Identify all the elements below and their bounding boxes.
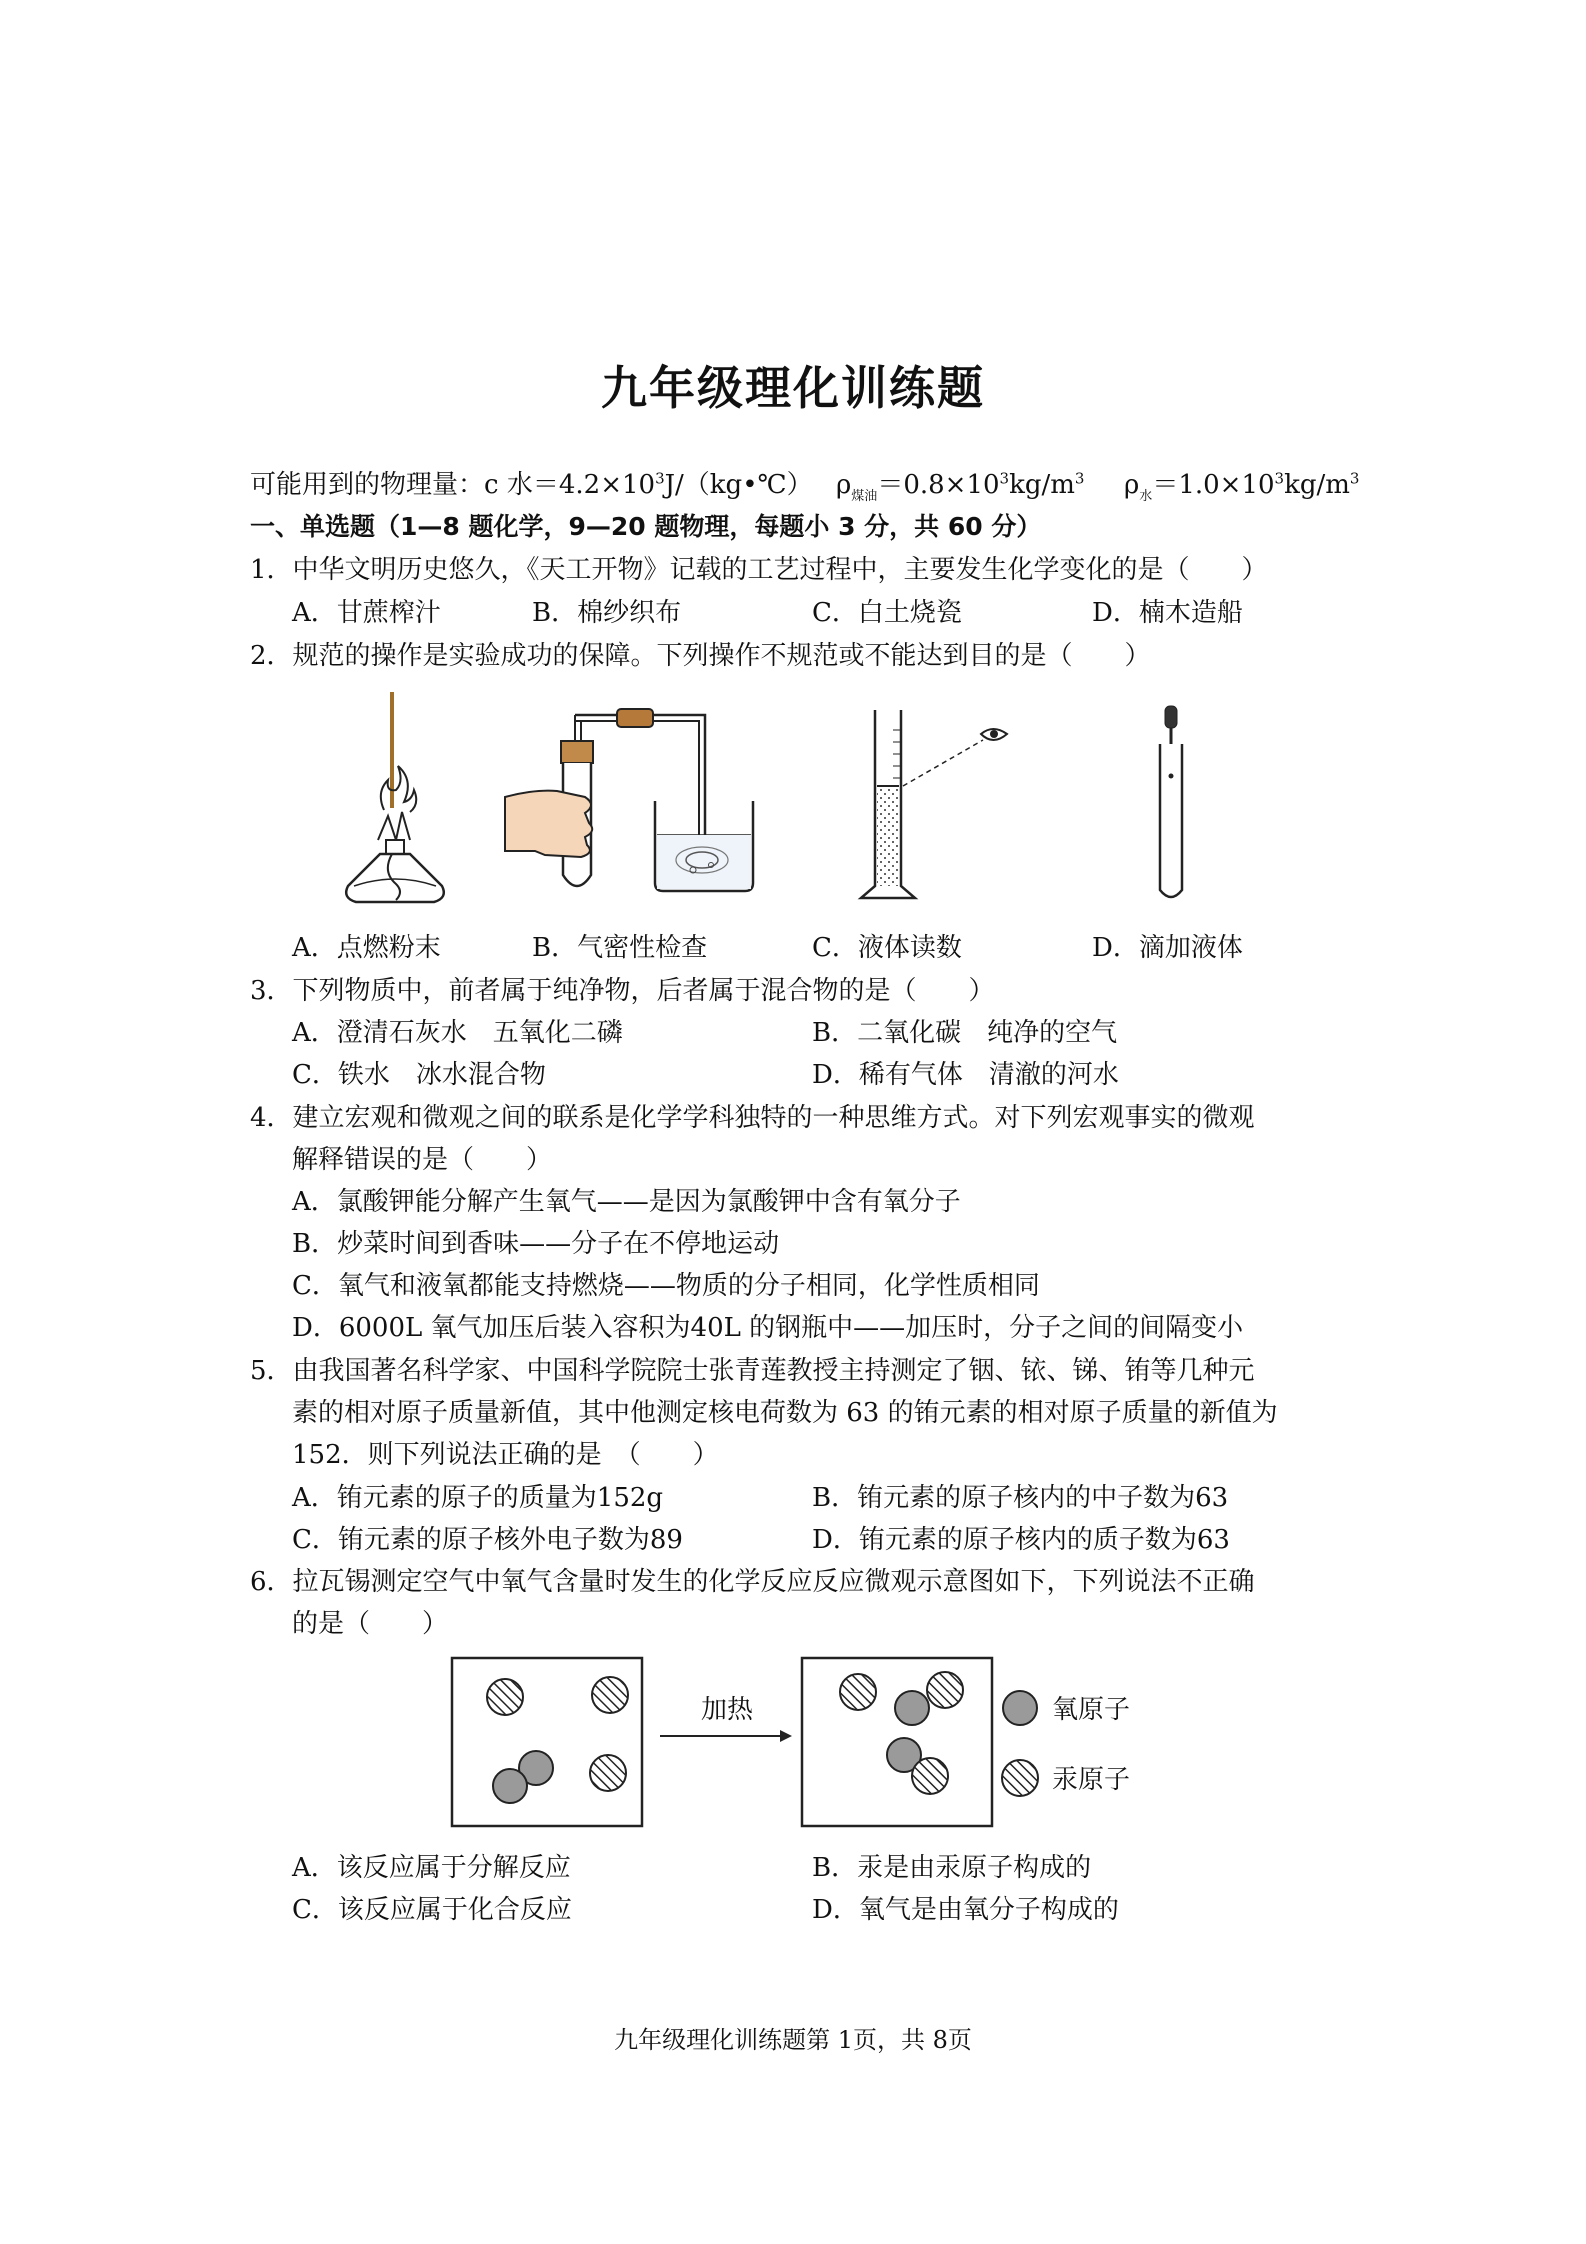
q5-option-c[interactable]: C．铕元素的原子核外电子数为89 — [292, 1525, 683, 1555]
dropper-figure — [1148, 700, 1198, 905]
q3-option-d[interactable]: D．稀有气体 清澈的河水 — [812, 1060, 1119, 1090]
q2-stem: 2．规范的操作是实验成功的保障。下列操作不规范或不能达到目的是（ ） — [250, 641, 1151, 671]
q4-stem: 4．建立宏观和微观之间的联系是化学学科独特的一种思维方式。对下列宏观事实的微观 — [250, 1103, 1255, 1133]
q4-stem-cont: 解释错误的是（ ） — [292, 1145, 553, 1175]
q6-stem-cont: 的是（ ） — [292, 1609, 449, 1639]
q4-option-d[interactable]: D．6000L 氧气加压后装入容积为40L 的钢瓶中——加压时，分子之间的间隔变小 — [292, 1313, 1244, 1343]
q4-option-b[interactable]: B．炒菜时间到香味——分子在不停地运动 — [292, 1229, 780, 1259]
q6-stem: 6．拉瓦锡测定空气中氧气含量时发生的化学反应反应微观示意图如下，下列说法不正确 — [250, 1567, 1255, 1597]
page-title: 九年级理化训练题 — [601, 361, 985, 415]
alcohol-lamp-figure — [340, 690, 460, 910]
constants-label: 可能用到的物理量： — [250, 470, 485, 500]
rho-water: $\rho_水=1.0\times 10^3kg/m^3$ — [1124, 469, 1360, 504]
q1-option-c[interactable]: C．白土烧瓷 — [812, 598, 962, 628]
q6-option-a[interactable]: A．该反应属于分解反应 — [292, 1853, 571, 1883]
q1-option-d[interactable]: D．楠木造船 — [1092, 598, 1243, 628]
section-heading: 一、单选题（1—8 题化学，9—20 题物理，每题小 3 分，共 60 分） — [250, 512, 1042, 541]
q3-option-c[interactable]: C．铁水 冰水混合物 — [292, 1060, 546, 1090]
graduated-cylinder-figure — [855, 700, 1025, 905]
q1-stem: 1．中华文明历史悠久，《天工开物》记载的工艺过程中，主要发生化学变化的是（ ） — [250, 555, 1268, 585]
c-water: c 水＝4.2×10 — [484, 470, 656, 500]
physics-constants: 可能用到的物理量：c 水$=4.2\times 10^3J/(kg•℃)$ — [250, 469, 813, 500]
q4-option-c[interactable]: C．氧气和液氧都能支持燃烧——物质的分子相同，化学性质相同 — [292, 1271, 1040, 1301]
q4-option-a[interactable]: A．氯酸钾能分解产生氧气——是因为氯酸钾中含有氧分子 — [292, 1187, 961, 1217]
rho-kerosene: $\rho_{煤油}=0.8\times 10^3kg/m^3$ — [836, 469, 1085, 504]
q5-stem-cont2: 152．则下列说法正确的是 （ ） — [292, 1440, 719, 1470]
q6-option-c[interactable]: C．该反应属于化合反应 — [292, 1895, 572, 1925]
q5-option-a[interactable]: A．铕元素的原子的质量为152g — [292, 1483, 664, 1513]
q6-option-b[interactable]: B．汞是由汞原子构成的 — [812, 1853, 1092, 1883]
legend-oxygen: 氧原子 — [1052, 1695, 1131, 1725]
reaction-diagram — [440, 1650, 1200, 1830]
page-footer: 九年级理化训练题第 1页，共 8页 — [614, 2026, 972, 2054]
arrow-label: 加热 — [700, 1695, 754, 1725]
q2-option-b[interactable]: B．气密性检查 — [532, 933, 708, 963]
q1-option-a[interactable]: A．甘蔗榨汁 — [292, 598, 441, 628]
legend-mercury: 汞原子 — [1052, 1765, 1131, 1795]
q5-stem: 5．由我国著名科学家、中国科学院院士张青莲教授主持测定了铟、铱、锑、铕等几种元 — [250, 1356, 1255, 1386]
q2-option-a[interactable]: A．点燃粉末 — [292, 933, 441, 963]
q5-stem-cont1: 素的相对原子质量新值，其中他测定核电荷数为 63 的铕元素的相对原子质量的新值为 — [292, 1398, 1278, 1428]
q3-stem: 3．下列物质中，前者属于纯净物，后者属于混合物的是（ ） — [250, 976, 995, 1006]
q5-option-d[interactable]: D．铕元素的原子核内的质子数为63 — [812, 1525, 1230, 1555]
q2-option-d[interactable]: D．滴加液体 — [1092, 933, 1243, 963]
q5-option-b[interactable]: B．铕元素的原子核内的中子数为63 — [812, 1483, 1229, 1513]
airtightness-check-figure — [505, 705, 765, 900]
q3-option-b[interactable]: B．二氧化碳 纯净的空气 — [812, 1018, 1118, 1048]
q1-option-b[interactable]: B．棉纱织布 — [532, 598, 682, 628]
q6-option-d[interactable]: D．氧气是由氧分子构成的 — [812, 1895, 1119, 1925]
q3-option-a[interactable]: A．澄清石灰水 五氧化二磷 — [292, 1018, 623, 1048]
q2-option-c[interactable]: C．液体读数 — [812, 933, 962, 963]
